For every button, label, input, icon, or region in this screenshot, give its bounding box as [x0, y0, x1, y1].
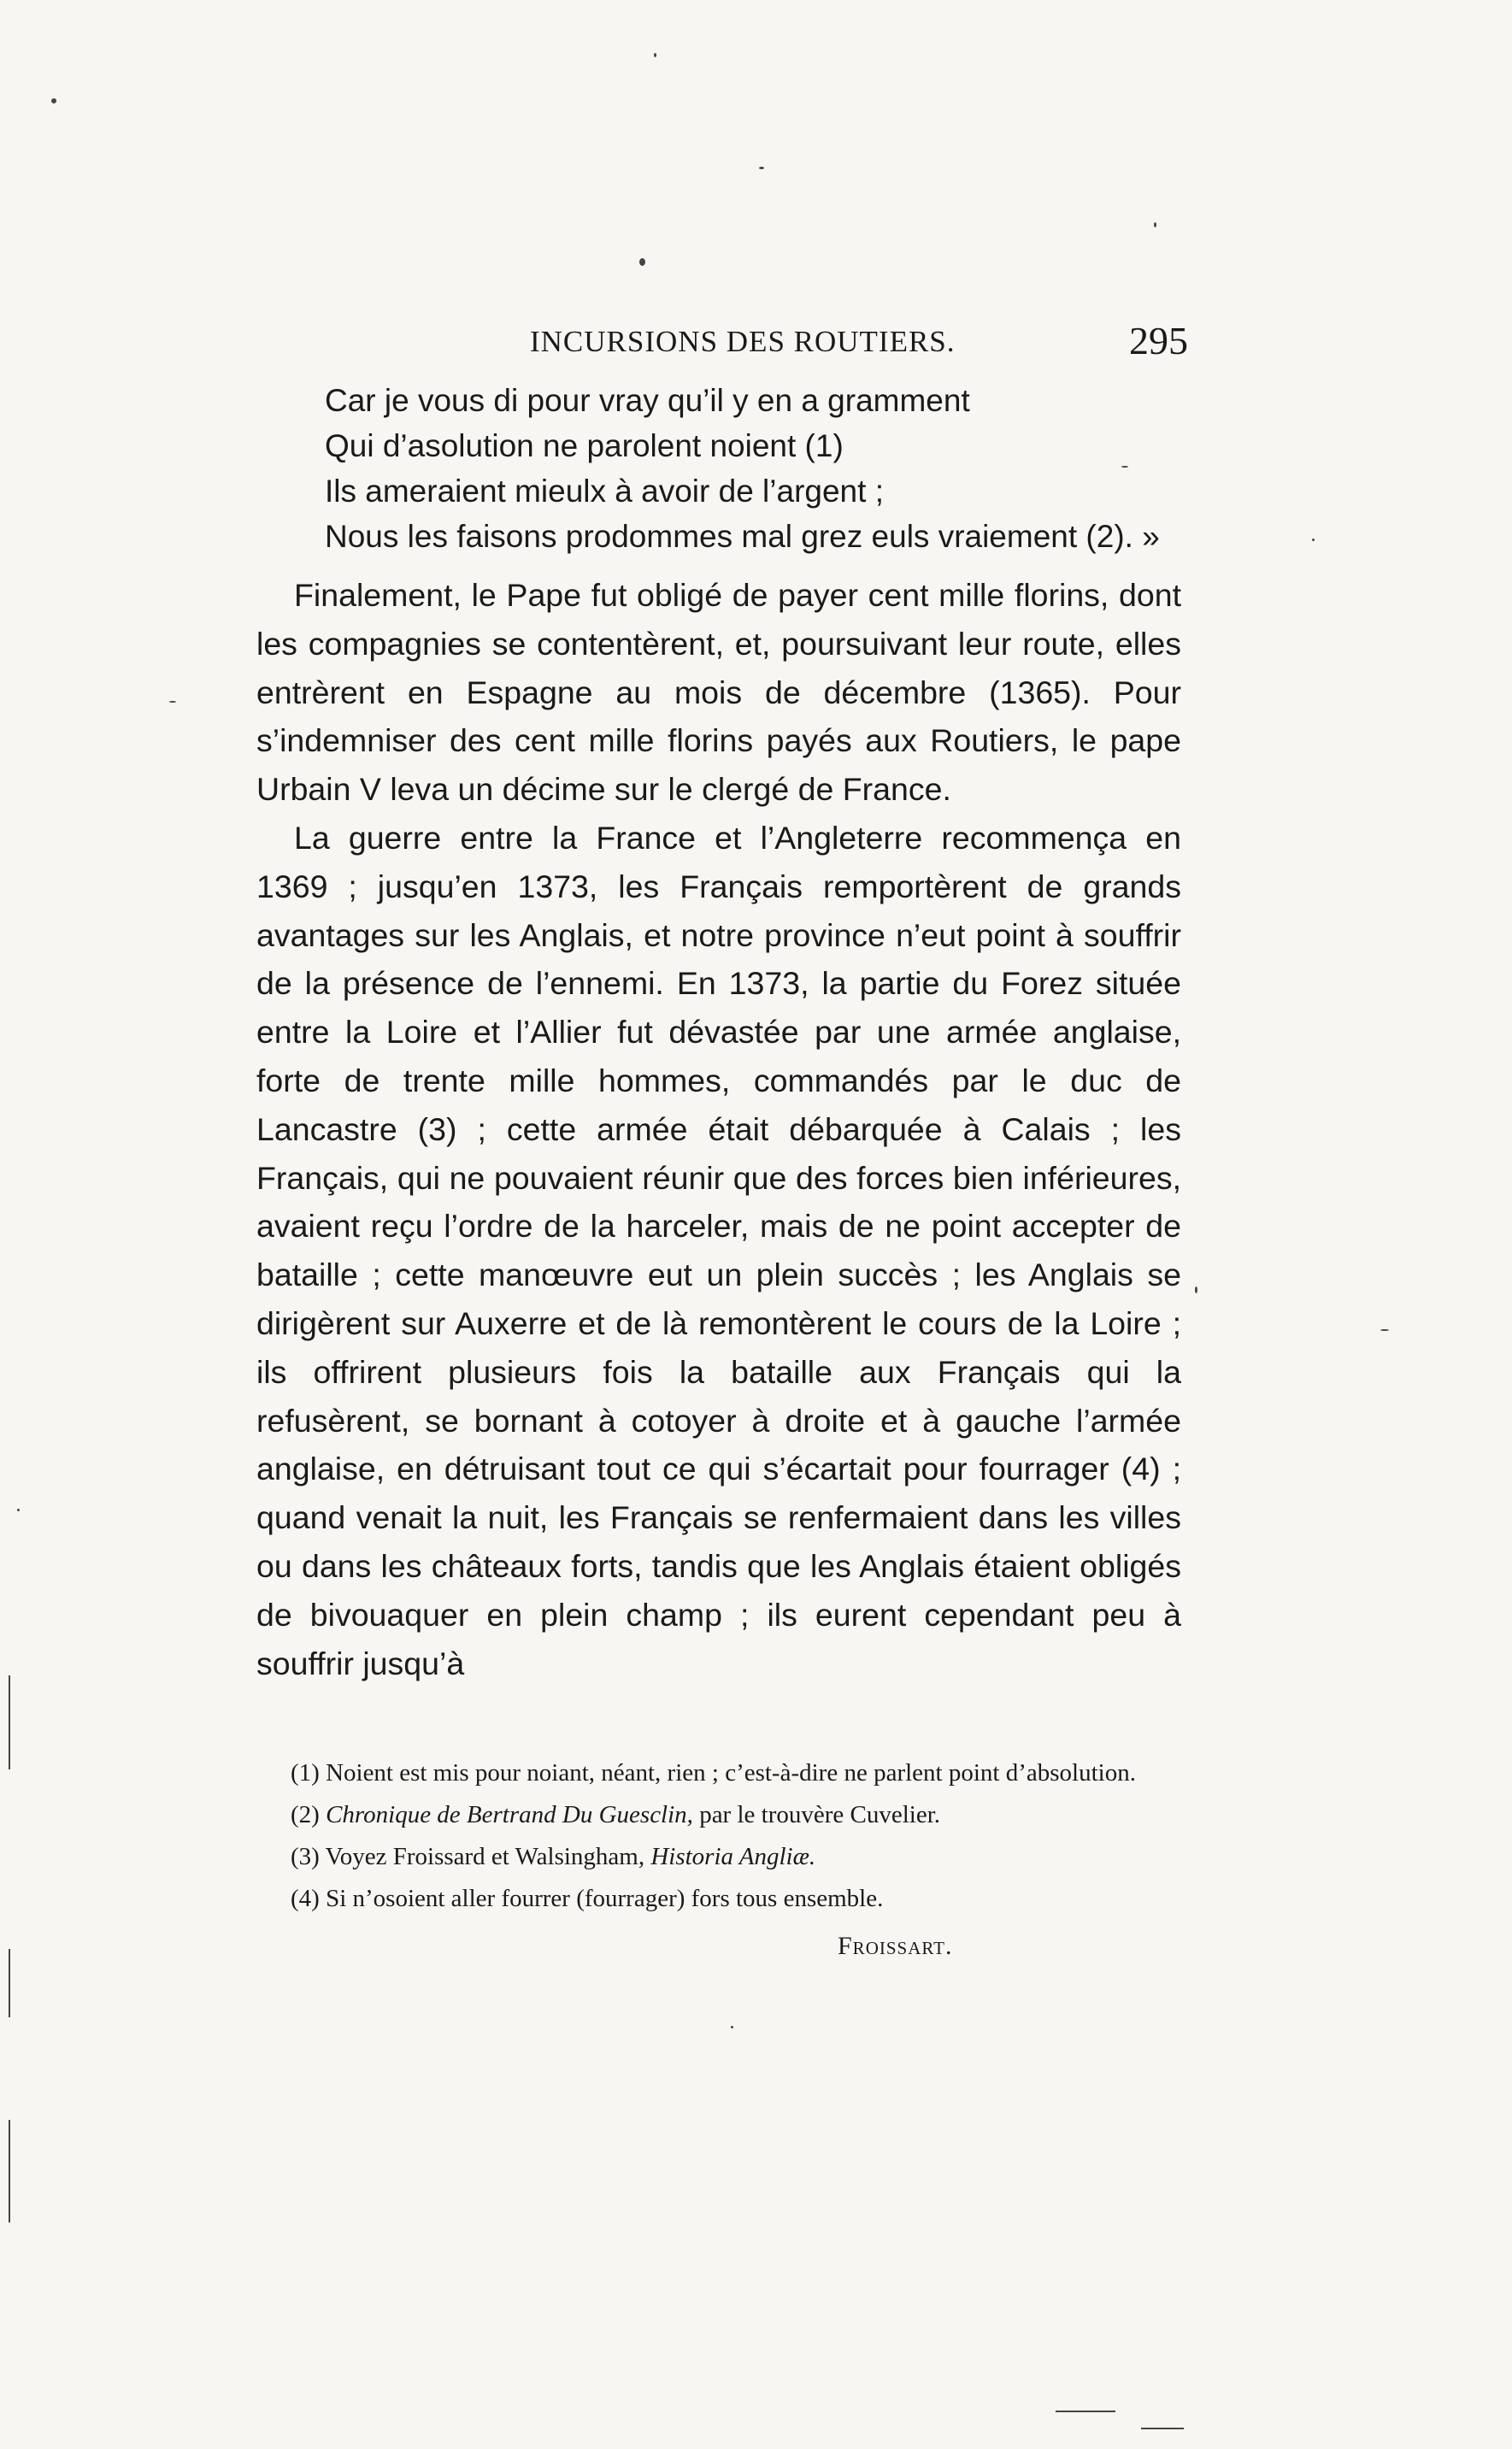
speck [759, 167, 764, 169]
footnote-2-rest: par le trouvère Cuvelier. [699, 1801, 941, 1828]
verse-quote [325, 378, 1205, 559]
footnote-1: (1) Noient est mis pour noiant, néant, rien ; c’est-à-dire ne parlent point d’absolution. [291, 1759, 1136, 1787]
footnote-3-text: (3) Voyez Froissard et Walsingham, [291, 1843, 645, 1870]
speck [639, 258, 645, 266]
speck [1121, 466, 1128, 468]
running-title: INCURSIONS DES ROUTIERS. [530, 325, 956, 358]
speck [1141, 2428, 1184, 2429]
body-text [256, 571, 1181, 1687]
paragraph: La guerre entre la France et l’Angleterre recommença en 1369 ; jusqu’en 1373, les Français remportèrent de grands avantages sur les Anglais, et notre province n’eut point à souffrir de la présence de l’ennemi. En 1373, la partie du Forez située entre la Loire et l’Allier fut dévastée par une armée anglaise, forte de trente mille hommes, commandés par le duc de Lancastre (3) ; cette armée était débarquée à Calais ; les Français, qui ne pouvaient réunir que des forces bien inférieures, avaient reçu l’ordre de la harceler, mais de ne point accepter de bataille ; cette manœuvre eut un plein succès ; les Anglais se dirigèrent sur Auxerre et de là remontèrent le cours de la Loire ; ils offrirent plusieurs fois la bataille aux Français qui la refusèrent, se bornant à cotoyer à droite et à gauche l’armée anglaise, en détruisant tout ce qui s’écartait pour fourrager (4) ; quand venait la nuit, les Français se renfermaient dans les villes ou dans les châteaux forts, tandis que les Anglais étaient obligés de bivouaquer en plein champ ; ils eurent cependant peu à souffrir jusqu’à [256, 819, 1181, 1681]
speck [51, 98, 56, 103]
speck [1380, 1329, 1389, 1331]
verse-line: Car je vous di pour vray qu’il y en a gramment [325, 383, 970, 418]
verse-line: Nous les faisons prodommes mal grez euls vraiement (2). » [325, 519, 1160, 554]
speck [1312, 539, 1315, 541]
footnote-2-title: Chronique de Bertrand Du Guesclin, [326, 1801, 693, 1828]
speck [654, 53, 656, 57]
footnote-3-title: Historia Angliæ. [650, 1843, 816, 1870]
footnote-3 [256, 1836, 1181, 1878]
speck [9, 1675, 10, 1769]
speck [17, 1509, 20, 1511]
speck [9, 1949, 10, 2017]
footnotes [256, 1752, 1181, 1967]
page-header [530, 318, 1188, 369]
footnote-signature: Froissart. [838, 1932, 953, 1960]
speck [9, 2120, 10, 2222]
speck [1154, 222, 1156, 227]
speck [1195, 1286, 1197, 1293]
speck [1056, 2411, 1115, 2412]
speck [731, 2026, 733, 2028]
page-number: 295 [1129, 319, 1188, 362]
paragraph: Finalement, le Pape fut obligé de payer cent mille florins, dont les compagnies se contentèrent, et, poursuivant leur route, elles entrèrent en Espagne au mois de décembre (1365). Pour s’indemniser des cent mille florins payés aux Routiers, le pape Urbain V leva un décime sur le clergé de France. [256, 577, 1181, 808]
footnote-2-number: (2) [291, 1801, 320, 1828]
speck [169, 701, 176, 703]
footnote-4: (4) Si n’osoient aller fourrer (fourrager) fors tous ensemble. [291, 1885, 884, 1912]
verse-line: Qui d’asolution ne parolent noient (1) [325, 428, 844, 463]
footnote-2 [256, 1794, 1181, 1836]
verse-line: Ils ameraient mieulx à avoir de l’argent ; [325, 474, 884, 509]
